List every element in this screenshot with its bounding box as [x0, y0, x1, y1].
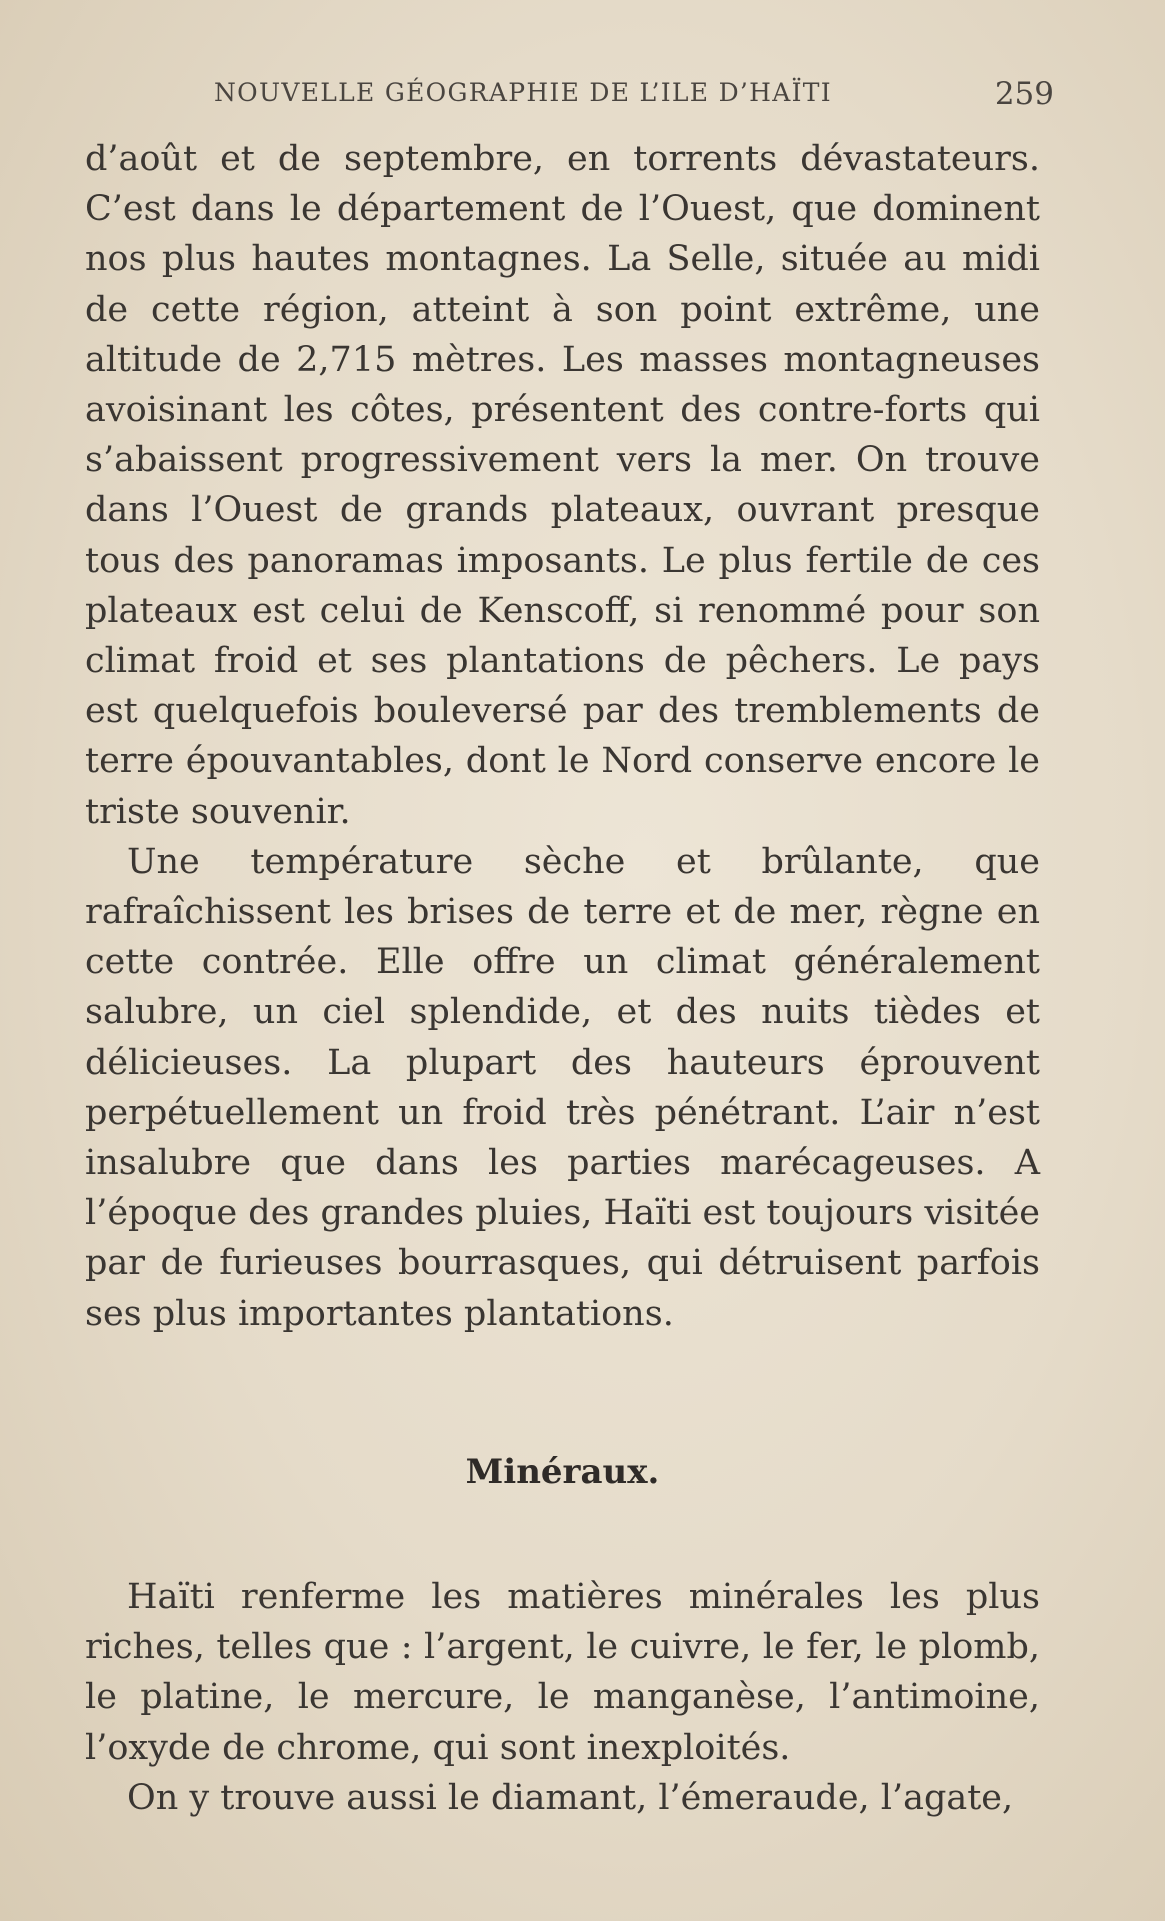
paragraph-gems: On y trouve aussi le diamant, l’émeraude, l’agate, [127, 1777, 1014, 1818]
main-text [85, 134, 1040, 1339]
paragraph-temperature: Une température sèche et brûlante, que rafraîchissent les brises de terre et de mer, règne en cette contrée. Elle offre un climat généralement salubre, un ciel splendide, et des nuits tièdes et délicieuses. La plupart des hauteurs éprouvent perpétuellement un froid très pénétrant. L’air n’est insalubre que dans les parties marécageuses. A l’époque des grandes pluies, Haïti est toujours visitée par de furieuses bourrasques, qui détruisent parfois ses plus importantes plantations. [85, 841, 1040, 1334]
section-heading-block [85, 1452, 1040, 1492]
page-number: 259 [994, 76, 1054, 112]
running-head: NOUVELLE GÉOGRAPHIE DE L’ILE D’HAÏTI [214, 78, 832, 107]
paragraph-climate-relief: d’août et de septembre, en torrents dévastateurs. C’est dans le département de l’Ouest, que dominent nos plus hautes montagnes. La Selle, située au midi de cette région, atteint à son point extrême, une altitude de 2,715 mètres. Les masses montagneuses avoisinant les côtes, présentent des contre-forts qui s’abaissent progressivement vers la mer. On trouve dans l’Ouest de grands plateaux, ouvrant presque tous des panoramas imposants. Le plus fertile de ces plateaux est celui de Kenscoff, si renommé pour son climat froid et ses plantations de pêchers. Le pays est quelquefois bouleversé par des tremblements de terre épouvantables, dont le Nord conserve encore le triste souvenir. [85, 139, 1040, 832]
section-heading: Minéraux. [465, 1452, 660, 1492]
page-header [214, 78, 1054, 118]
paragraph-minerals: Haïti renferme les matières minérales les plus riches, telles que : l’argent, le cuivre, le fer, le plomb, le platine, le mercure, le manganèse, l’antimoine, l’oxyde de chrome, qui sont inexploités. [85, 1577, 1040, 1768]
minerals-text [85, 1572, 1040, 1823]
